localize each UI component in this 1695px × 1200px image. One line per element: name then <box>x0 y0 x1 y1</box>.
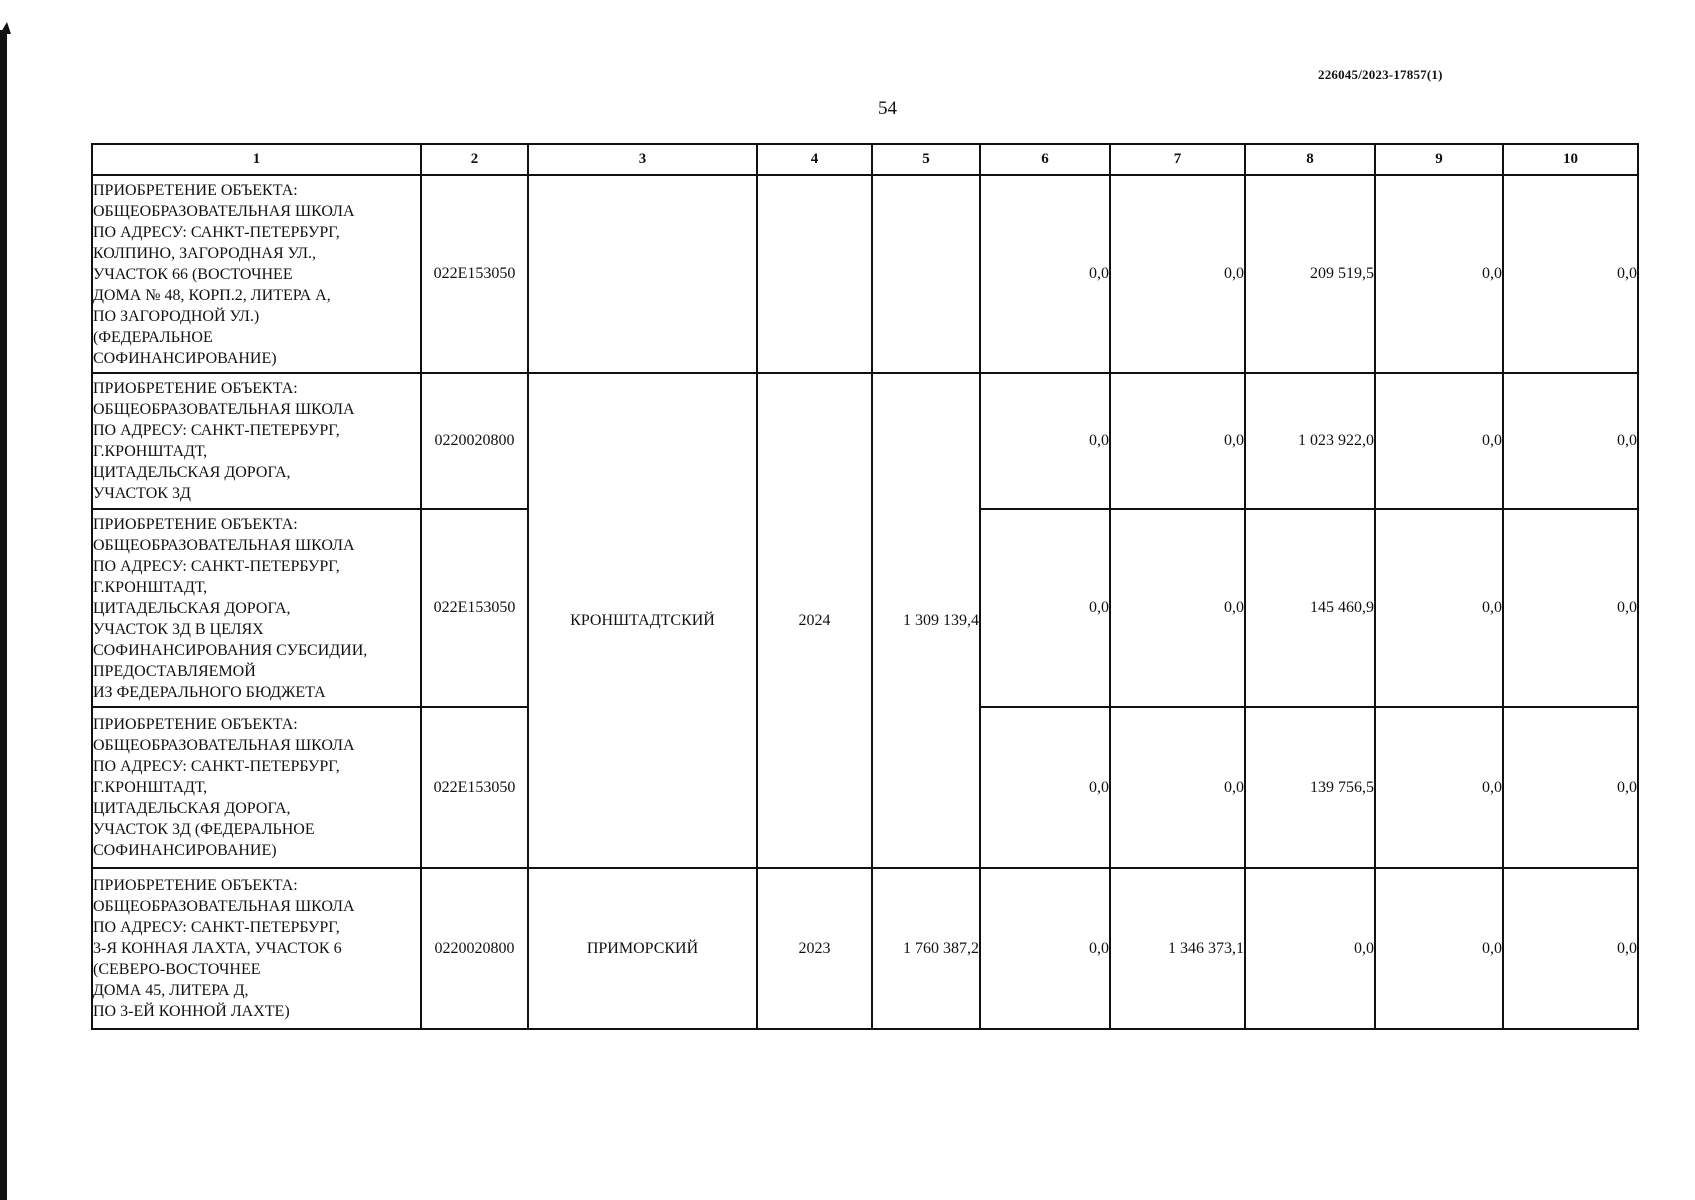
object-name-line: ПО АДРЕСУ: САНКТ-ПЕТЕРБУРГ, <box>93 758 340 775</box>
object-name-line: ЦИТАДЕЛЬСКАЯ ДОРОГА, <box>93 464 291 481</box>
object-name-line: Г.КРОНШТАДТ, <box>93 578 208 596</box>
col8-cell: 1 023 922,0 <box>1245 373 1375 509</box>
object-name-line: ПРИОБРЕТЕНИЕ ОБЪЕКТА: <box>93 515 298 533</box>
object-name-cell <box>92 373 421 509</box>
object-name-line: ПО АДРЕСУ: САНКТ-ПЕТЕРБУРГ, <box>93 223 340 241</box>
scan-edge <box>0 30 7 1200</box>
header-col-5: 5 <box>872 144 980 175</box>
code-cell: 0220020800 <box>421 868 528 1029</box>
col10-cell: 0,0 <box>1503 175 1638 373</box>
col8-cell: 209 519,5 <box>1245 175 1375 373</box>
object-name-line: ПО 3-ЕЙ КОННОЙ ЛАХТЕ) <box>93 1003 290 1020</box>
object-name-line: ЦИТАДЕЛЬСКАЯ ДОРОГА, <box>93 599 291 617</box>
object-name-cell <box>92 707 421 868</box>
object-name-line: ОБЩЕОБРАЗОВАТЕЛЬНАЯ ШКОЛА <box>93 536 355 554</box>
object-name-line: КОЛПИНО, ЗАГОРОДНАЯ УЛ., <box>93 244 316 262</box>
object-name-line: 3-Я КОННАЯ ЛАХТА, УЧАСТОК 6 <box>93 940 342 957</box>
header-col-2: 2 <box>421 144 528 175</box>
header-row <box>92 144 1638 175</box>
table-row <box>92 373 1638 509</box>
col6-cell: 0,0 <box>980 373 1110 509</box>
budget-table <box>91 143 1639 1030</box>
object-name-cell <box>92 509 421 707</box>
header-col-9: 9 <box>1375 144 1503 175</box>
code-cell: 022E153050 <box>421 707 528 868</box>
table-row <box>92 175 1638 373</box>
object-name-line: ОБЩЕОБРАЗОВАТЕЛЬНАЯ ШКОЛА <box>93 898 355 915</box>
object-name-line: ПО АДРЕСУ: САНКТ-ПЕТЕРБУРГ, <box>93 557 340 575</box>
col9-cell: 0,0 <box>1375 175 1503 373</box>
object-name-line: ПРИОБРЕТЕНИЕ ОБЪЕКТА: <box>93 716 298 733</box>
object-name-line: СОФИНАНСИРОВАНИЯ СУБСИДИИ, <box>93 641 368 659</box>
col8-cell: 0,0 <box>1245 868 1375 1029</box>
object-name-line: ПО АДРЕСУ: САНКТ-ПЕТЕРБУРГ, <box>93 422 340 439</box>
object-name-line: ПО АДРЕСУ: САНКТ-ПЕТЕРБУРГ, <box>93 919 340 936</box>
district-cell-kronshtadt: КРОНШТАДТСКИЙ <box>528 373 757 868</box>
col10-cell: 0,0 <box>1503 373 1638 509</box>
col7-cell: 0,0 <box>1110 707 1245 868</box>
object-name-cell <box>92 868 421 1029</box>
object-name-line: ОБЩЕОБРАЗОВАТЕЛЬНАЯ ШКОЛА <box>93 202 355 220</box>
code-cell: 022E153050 <box>421 509 528 707</box>
header-col-1: 1 <box>92 144 421 175</box>
header-col-3: 3 <box>528 144 757 175</box>
header-col-7: 7 <box>1110 144 1245 175</box>
col8-cell: 139 756,5 <box>1245 707 1375 868</box>
object-name-line: СОФИНАНСИРОВАНИЕ) <box>93 349 277 367</box>
code-cell: 022E153050 <box>421 175 528 373</box>
object-name-line: ИЗ ФЕДЕРАЛЬНОГО БЮДЖЕТА <box>93 683 326 701</box>
object-name-line: ПО ЗАГОРОДНОЙ УЛ.) <box>93 307 260 325</box>
col7-cell: 0,0 <box>1110 175 1245 373</box>
object-name-line: ЦИТАДЕЛЬСКАЯ ДОРОГА, <box>93 800 291 817</box>
header-col-10: 10 <box>1503 144 1638 175</box>
total-cell <box>872 175 980 373</box>
year-cell <box>757 175 872 373</box>
object-name-line: ПРИОБРЕТЕНИЕ ОБЪЕКТА: <box>93 877 298 894</box>
col10-cell: 0,0 <box>1503 509 1638 707</box>
page-number: 54 <box>878 98 897 119</box>
object-name-line: (ФЕДЕРАЛЬНОЕ <box>93 328 213 346</box>
district-cell: ПРИМОРСКИЙ <box>528 868 757 1029</box>
object-name-cell <box>92 175 421 373</box>
header-col-4: 4 <box>757 144 872 175</box>
col10-cell: 0,0 <box>1503 707 1638 868</box>
col9-cell: 0,0 <box>1375 707 1503 868</box>
col7-cell: 1 346 373,1 <box>1110 868 1245 1029</box>
col7-cell: 0,0 <box>1110 509 1245 707</box>
col8-cell: 145 460,9 <box>1245 509 1375 707</box>
col6-cell: 0,0 <box>980 175 1110 373</box>
header-col-8: 8 <box>1245 144 1375 175</box>
year-cell: 2023 <box>757 868 872 1029</box>
col10-cell: 0,0 <box>1503 868 1638 1029</box>
object-name-line: (СЕВЕРО-ВОСТОЧНЕЕ <box>93 961 261 978</box>
object-name-line: Г.КРОНШТАДТ, <box>93 443 208 460</box>
total-cell-kronshtadt: 1 309 139,4 <box>872 373 980 868</box>
total-cell: 1 760 387,2 <box>872 868 980 1029</box>
district-cell <box>528 175 757 373</box>
col7-cell: 0,0 <box>1110 373 1245 509</box>
object-name-line: ДОМА № 48, КОРП.2, ЛИТЕРА А, <box>93 286 331 304</box>
year-cell-kronshtadt: 2024 <box>757 373 872 868</box>
col6-cell: 0,0 <box>980 868 1110 1029</box>
code-cell: 0220020800 <box>421 373 528 509</box>
object-name-line: ПРИОБРЕТЕНИЕ ОБЪЕКТА: <box>93 380 298 397</box>
object-name-line: ПРИОБРЕТЕНИЕ ОБЪЕКТА: <box>93 181 298 199</box>
object-name-line: УЧАСТОК 3Д В ЦЕЛЯХ <box>93 620 264 638</box>
header-col-6: 6 <box>980 144 1110 175</box>
object-name-line: СОФИНАНСИРОВАНИЕ) <box>93 842 277 859</box>
table-row <box>92 868 1638 1029</box>
object-name-line: УЧАСТОК 66 (ВОСТОЧНЕЕ <box>93 265 293 283</box>
col6-cell: 0,0 <box>980 509 1110 707</box>
object-name-line: ПРЕДОСТАВЛЯЕМОЙ <box>93 662 256 680</box>
object-name-line: УЧАСТОК 3Д (ФЕДЕРАЛЬНОЕ <box>93 821 315 838</box>
col6-cell: 0,0 <box>980 707 1110 868</box>
col9-cell: 0,0 <box>1375 373 1503 509</box>
col9-cell: 0,0 <box>1375 868 1503 1029</box>
document-id: 226045/2023-17857(1) <box>1318 67 1443 82</box>
object-name-line: ОБЩЕОБРАЗОВАТЕЛЬНАЯ ШКОЛА <box>93 401 355 418</box>
col9-cell: 0,0 <box>1375 509 1503 707</box>
object-name-line: УЧАСТОК 3Д <box>93 485 191 502</box>
object-name-line: ДОМА 45, ЛИТЕРА Д, <box>93 982 249 999</box>
object-name-line: ОБЩЕОБРАЗОВАТЕЛЬНАЯ ШКОЛА <box>93 737 355 754</box>
object-name-line: Г.КРОНШТАДТ, <box>93 779 208 796</box>
